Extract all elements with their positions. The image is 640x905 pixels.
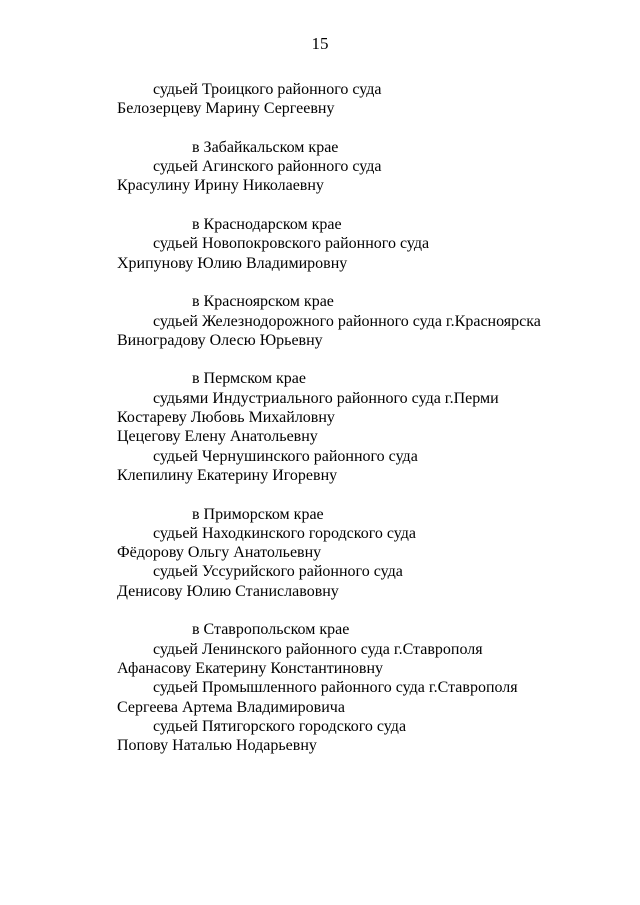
judge-name: Фёдорову Ольгу Анатольевну xyxy=(117,544,322,562)
judge-name: Красулину Ирину Николаевну xyxy=(117,177,324,195)
judge-name: Белозерцеву Марину Сергеевну xyxy=(117,100,335,118)
paragraph-spacer xyxy=(117,485,557,504)
court-position: судьей Железнодорожного районного суда г.Красноярска xyxy=(153,312,541,330)
court-position: судьей Ленинского районного суда г.Ставрополя xyxy=(153,640,483,658)
court-position: судьей Новопокровского районного суда xyxy=(153,235,430,253)
paragraph-spacer xyxy=(117,119,557,138)
appointment-list xyxy=(117,80,557,755)
judge-name: Афанасову Екатерину Константиновну xyxy=(117,659,384,677)
region-section xyxy=(117,196,557,273)
region-heading: в Приморском крае xyxy=(192,505,324,523)
paragraph-spacer xyxy=(117,350,557,369)
region-section xyxy=(117,80,557,119)
court-position: судьей Находкинского городского суда xyxy=(153,524,417,542)
paragraph-spacer xyxy=(117,196,557,215)
court-position: судьями Индустриального районного суда г.Перми xyxy=(153,389,499,407)
paragraph-spacer xyxy=(117,601,557,620)
page-number: 15 xyxy=(311,34,329,53)
region-section xyxy=(117,350,557,485)
judge-name: Цецегову Елену Анатольевну xyxy=(117,428,318,446)
court-position: судьей Агинского районного суда xyxy=(153,158,382,176)
judge-name: Виноградову Олесю Юрьевну xyxy=(117,331,323,349)
judge-name: Попову Наталью Нодарьевну xyxy=(117,737,317,755)
paragraph-spacer xyxy=(117,273,557,292)
court-position: судьей Чернушинского районного суда xyxy=(153,447,418,465)
court-position: судьей Уссурийского районного суда xyxy=(153,563,403,581)
region-section xyxy=(117,601,557,755)
court-position: судьей Промышленного районного суда г.Ставрополя xyxy=(153,679,518,697)
court-position: судьей Пятигорского городского суда xyxy=(153,717,407,735)
judge-name: Сергеева Артема Владимировича xyxy=(117,698,345,716)
court-position: судьей Троицкого районного суда xyxy=(153,81,382,98)
judge-name: Костареву Любовь Михайловну xyxy=(117,409,335,427)
region-heading: в Ставропольском крае xyxy=(192,621,350,639)
region-heading: в Пермском крае xyxy=(192,370,306,388)
judge-name: Клепилину Екатерину Игоревну xyxy=(117,466,338,484)
region-heading: в Краснодарском крае xyxy=(192,216,342,234)
region-section xyxy=(117,119,557,196)
region-section xyxy=(117,485,557,601)
judge-name: Денисову Юлию Станиславовну xyxy=(117,582,339,600)
judge-name: Хрипунову Юлию Владимировну xyxy=(117,254,348,272)
region-section xyxy=(117,273,557,350)
region-heading: в Забайкальском крае xyxy=(192,138,339,156)
region-heading: в Красноярском крае xyxy=(192,293,334,311)
